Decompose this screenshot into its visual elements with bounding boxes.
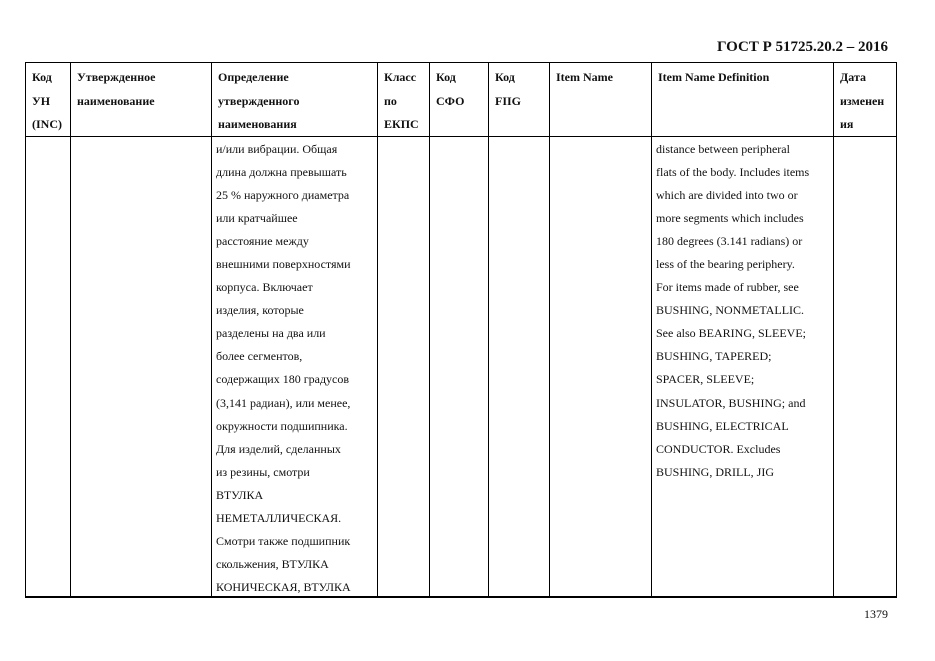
text-line: CONDUCTOR. Excludes bbox=[656, 441, 781, 456]
text-line: корпуса. Включает bbox=[216, 280, 313, 295]
text-line: содержащих 180 градусов bbox=[216, 372, 350, 387]
column-divider bbox=[70, 63, 71, 596]
text-line: НЕМЕТАЛЛИЧЕСКАЯ. bbox=[216, 510, 342, 525]
text-line: или кратчайшее bbox=[216, 211, 298, 226]
nomenclature-table bbox=[25, 62, 897, 598]
cell-item-name-definition bbox=[656, 138, 809, 484]
column-divider bbox=[833, 63, 834, 596]
text-line: расстояние между bbox=[216, 234, 309, 249]
text-line: 180 degrees (3.141 radians) or bbox=[656, 234, 803, 249]
text-line: BUSHING, NONMETALLIC. bbox=[656, 303, 805, 318]
text-line: 25 % наружного диаметра bbox=[216, 188, 350, 203]
column-divider bbox=[211, 63, 212, 596]
text-line: See also BEARING, SLEEVE; bbox=[656, 326, 806, 341]
column-divider bbox=[429, 63, 430, 596]
text-line: ВТУЛКА bbox=[216, 487, 264, 502]
text-line: и/или вибрации. Общая bbox=[216, 142, 338, 156]
text-line: изделия, которые bbox=[216, 303, 304, 318]
column-divider bbox=[549, 63, 550, 596]
table-border-right bbox=[896, 63, 897, 596]
table-border-left bbox=[25, 63, 26, 596]
column-divider bbox=[488, 63, 489, 596]
text-line: Смотри также подшипник bbox=[216, 533, 351, 548]
header-definition: Определение утвержденного наименования bbox=[218, 70, 300, 131]
text-line: внешними поверхностями bbox=[216, 257, 351, 272]
text-line: For items made of rubber, see bbox=[656, 280, 799, 295]
header-item-name-definition: Item Name Definition bbox=[658, 70, 770, 84]
column-divider bbox=[377, 63, 378, 596]
text-line: which are divided into two or bbox=[656, 188, 798, 203]
header-sfo-code: Код СФО bbox=[436, 70, 465, 108]
header-ekps-class: Класс по ЕКПС bbox=[384, 70, 419, 131]
header-approved-name: Утвержденное наименование bbox=[77, 70, 156, 108]
header-fiig-code: Код FIIG bbox=[495, 70, 522, 108]
text-line: INSULATOR, BUSHING; and bbox=[656, 395, 806, 410]
header-change-date: Дата изменен ия bbox=[840, 70, 885, 131]
text-line: distance between peripheral bbox=[656, 142, 790, 156]
text-line: из резины, смотри bbox=[216, 464, 310, 479]
text-line: КОНИЧЕСКАЯ, ВТУЛКА bbox=[216, 579, 351, 594]
cell-definition bbox=[216, 138, 351, 599]
text-line: BUSHING, TAPERED; bbox=[656, 349, 772, 364]
text-line: (3,141 радиан), или менее, bbox=[216, 395, 351, 410]
header-item-name: Item Name bbox=[556, 70, 613, 84]
column-divider bbox=[651, 63, 652, 596]
text-line: окружности подшипника. bbox=[216, 418, 348, 433]
text-line: Для изделий, сделанных bbox=[216, 441, 341, 456]
text-line: разделены на два или bbox=[216, 326, 326, 341]
text-line: BUSHING, DRILL, JIG bbox=[656, 464, 774, 479]
text-line: длина должна превышать bbox=[216, 165, 347, 180]
text-line: more segments which includes bbox=[656, 211, 804, 226]
page-number: 1379 bbox=[864, 607, 888, 621]
text-line: более сегментов, bbox=[216, 349, 303, 364]
text-line: less of the bearing periphery. bbox=[656, 257, 795, 272]
text-line: flats of the body. Includes items bbox=[656, 165, 810, 180]
text-line: BUSHING, ELECTRICAL bbox=[656, 418, 789, 433]
document-standard-header: ГОСТ Р 51725.20.2 – 2016 bbox=[716, 39, 888, 55]
header-separator bbox=[25, 136, 897, 137]
header-inc-code: Код УН (INC) bbox=[32, 70, 62, 131]
text-line: SPACER, SLEEVE; bbox=[656, 372, 755, 387]
text-line: скольжения, ВТУЛКА bbox=[216, 556, 329, 571]
